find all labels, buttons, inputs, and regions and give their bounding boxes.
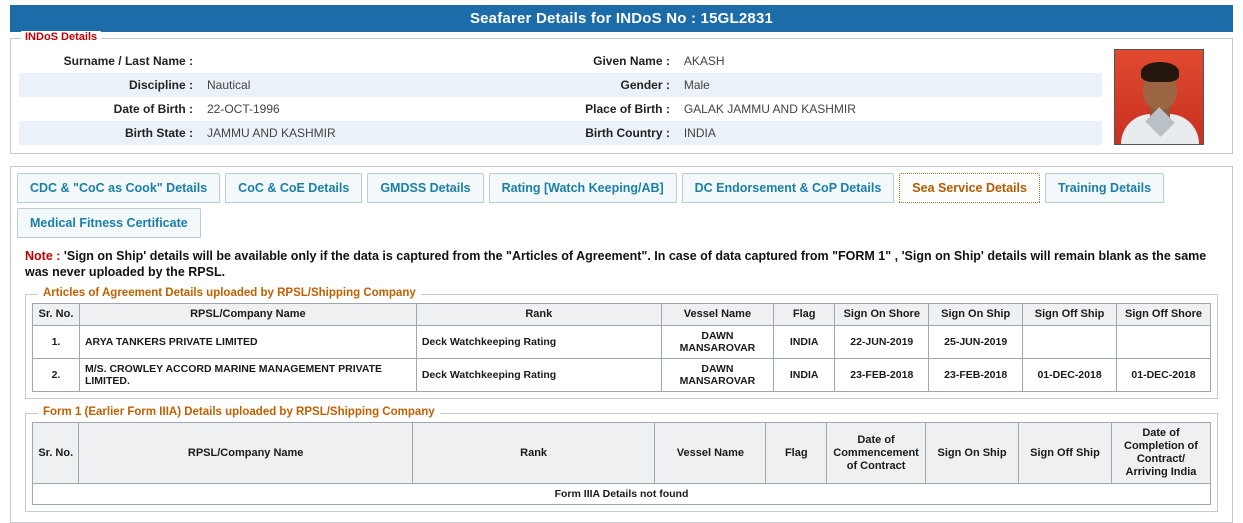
cell-sign-off-shore bbox=[1117, 326, 1211, 359]
tab-bar bbox=[10, 166, 1233, 238]
surname-value bbox=[199, 49, 526, 73]
table-header-row bbox=[33, 304, 1211, 326]
cell-sign-off-ship: 01-DEC-2018 bbox=[1023, 359, 1117, 392]
cell-company-name: ARYA TANKERS PRIVATE LIMITED bbox=[79, 326, 416, 359]
note-text bbox=[25, 248, 1218, 280]
col-date-of-completion: Date of Completion of Contract/ Arriving India bbox=[1111, 423, 1210, 484]
col-flag: Flag bbox=[766, 423, 827, 484]
cell-rank: Deck Watchkeeping Rating bbox=[416, 359, 661, 392]
cell-sr-no: 1. bbox=[33, 326, 80, 359]
col-company-name: RPSL/Company Name bbox=[79, 423, 412, 484]
tab-medical-fitness-certificate[interactable]: Medical Fitness Certificate bbox=[17, 208, 201, 238]
cell-sr-no: 2. bbox=[33, 359, 80, 392]
birth-country-value: INDIA bbox=[683, 126, 716, 140]
indos-details-panel bbox=[10, 31, 1233, 154]
tab-gmdss[interactable]: GMDSS Details bbox=[367, 173, 483, 203]
note-body: 'Sign on Ship' details will be available only if the data is captured from the "Articles of Agreement". In case of data captured from "FORM 1" , 'Sign on Ship' details will remain blank as the same was never uploaded by the RPSL. bbox=[25, 249, 1207, 279]
cell-sign-off-shore: 01-DEC-2018 bbox=[1117, 359, 1211, 392]
page-title: Seafarer Details for INDoS No : 15GL2831 bbox=[10, 5, 1233, 32]
cell-vessel-name: DAWN MANSAROVAR bbox=[661, 359, 773, 392]
seafarer-details-page bbox=[0, 5, 1243, 500]
cell-sign-on-ship: 25-JUN-2019 bbox=[929, 326, 1023, 359]
col-sr-no: Sr. No. bbox=[33, 423, 79, 484]
table-header-row bbox=[33, 423, 1211, 484]
cell-company-name: M/S. CROWLEY ACCORD MARINE MANAGEMENT PRIVATE LIMITED. bbox=[79, 359, 416, 392]
tab-training[interactable]: Training Details bbox=[1045, 173, 1164, 203]
articles-of-agreement-section bbox=[25, 287, 1218, 399]
tab-dc-endorsement-cop[interactable]: DC Endorsement & CoP Details bbox=[682, 173, 895, 203]
col-vessel-name: Vessel Name bbox=[661, 304, 773, 326]
place-of-birth-value: GALAK JAMMU AND KASHMIR bbox=[683, 102, 856, 116]
given-name-value: AKASH bbox=[683, 54, 725, 68]
given-name-label: Given Name : bbox=[593, 54, 670, 68]
form1-table bbox=[32, 422, 1211, 505]
col-sign-on-ship: Sign On Ship bbox=[926, 423, 1019, 484]
col-flag: Flag bbox=[774, 304, 835, 326]
col-rank: Rank bbox=[412, 423, 654, 484]
col-sr-no: Sr. No. bbox=[33, 304, 80, 326]
cell-sign-on-shore: 23-FEB-2018 bbox=[835, 359, 929, 392]
date-of-birth-label: Date of Birth : bbox=[113, 102, 193, 116]
form1-legend: Form 1 (Earlier Form IIIA) Details uploaded by RPSL/Shipping Company bbox=[38, 406, 440, 418]
table-row bbox=[19, 97, 1102, 121]
cell-vessel-name: DAWN MANSAROVAR bbox=[661, 326, 773, 359]
tab-cdc-coc-as-cook[interactable]: CDC & "CoC as Cook" Details bbox=[17, 173, 220, 203]
cell-rank: Deck Watchkeeping Rating bbox=[416, 326, 661, 359]
cell-sign-on-shore: 22-JUN-2019 bbox=[835, 326, 929, 359]
tab-coc-coe[interactable]: CoC & CoE Details bbox=[225, 173, 362, 203]
col-sign-off-shore: Sign Off Shore bbox=[1117, 304, 1211, 326]
table-row bbox=[19, 49, 1102, 73]
col-sign-on-ship: Sign On Ship bbox=[929, 304, 1023, 326]
col-vessel-name: Vessel Name bbox=[655, 423, 766, 484]
col-rank: Rank bbox=[416, 304, 661, 326]
articles-of-agreement-table bbox=[32, 303, 1211, 392]
tab-rating-watch-keeping[interactable]: Rating [Watch Keeping/AB] bbox=[489, 173, 677, 203]
discipline-value: Nautical bbox=[207, 78, 251, 92]
gender-label: Gender : bbox=[620, 78, 670, 92]
birth-state-label: Birth State : bbox=[124, 126, 193, 140]
form1-section bbox=[25, 406, 1218, 512]
tab-sea-service[interactable]: Sea Service Details bbox=[899, 173, 1040, 203]
table-row bbox=[19, 121, 1102, 145]
form1-empty-message: Form IIIA Details not found bbox=[33, 484, 1211, 505]
note-keyword: Note : bbox=[25, 249, 64, 263]
col-date-of-commencement: Date of Commencement of Contract bbox=[827, 423, 926, 484]
table-row bbox=[33, 359, 1211, 392]
avatar bbox=[1114, 49, 1204, 145]
col-sign-on-shore: Sign On Shore bbox=[835, 304, 929, 326]
place-of-birth-label: Place of Birth : bbox=[585, 102, 670, 116]
gender-value: Male bbox=[683, 78, 710, 92]
cell-flag: INDIA bbox=[774, 326, 835, 359]
cell-sign-off-ship bbox=[1023, 326, 1117, 359]
cell-flag: INDIA bbox=[774, 359, 835, 392]
surname-label: Surname / Last Name : bbox=[63, 54, 193, 68]
cell-sign-on-ship: 23-FEB-2018 bbox=[929, 359, 1023, 392]
birth-state-value: JAMMU AND KASHMIR bbox=[207, 126, 336, 140]
indos-details-legend: INDoS Details bbox=[21, 31, 101, 43]
table-row bbox=[33, 484, 1211, 505]
col-sign-off-ship: Sign Off Ship bbox=[1023, 304, 1117, 326]
col-sign-off-ship: Sign Off Ship bbox=[1019, 423, 1112, 484]
table-row bbox=[33, 326, 1211, 359]
articles-of-agreement-legend: Articles of Agreement Details uploaded by RPSL/Shipping Company bbox=[38, 287, 421, 299]
indos-details-table bbox=[19, 49, 1102, 145]
date-of-birth-value: 22-OCT-1996 bbox=[207, 102, 280, 116]
col-company-name: RPSL/Company Name bbox=[79, 304, 416, 326]
table-row bbox=[19, 73, 1102, 97]
discipline-label: Discipline : bbox=[128, 78, 193, 92]
sea-service-content bbox=[10, 238, 1233, 523]
birth-country-label: Birth Country : bbox=[585, 126, 670, 140]
